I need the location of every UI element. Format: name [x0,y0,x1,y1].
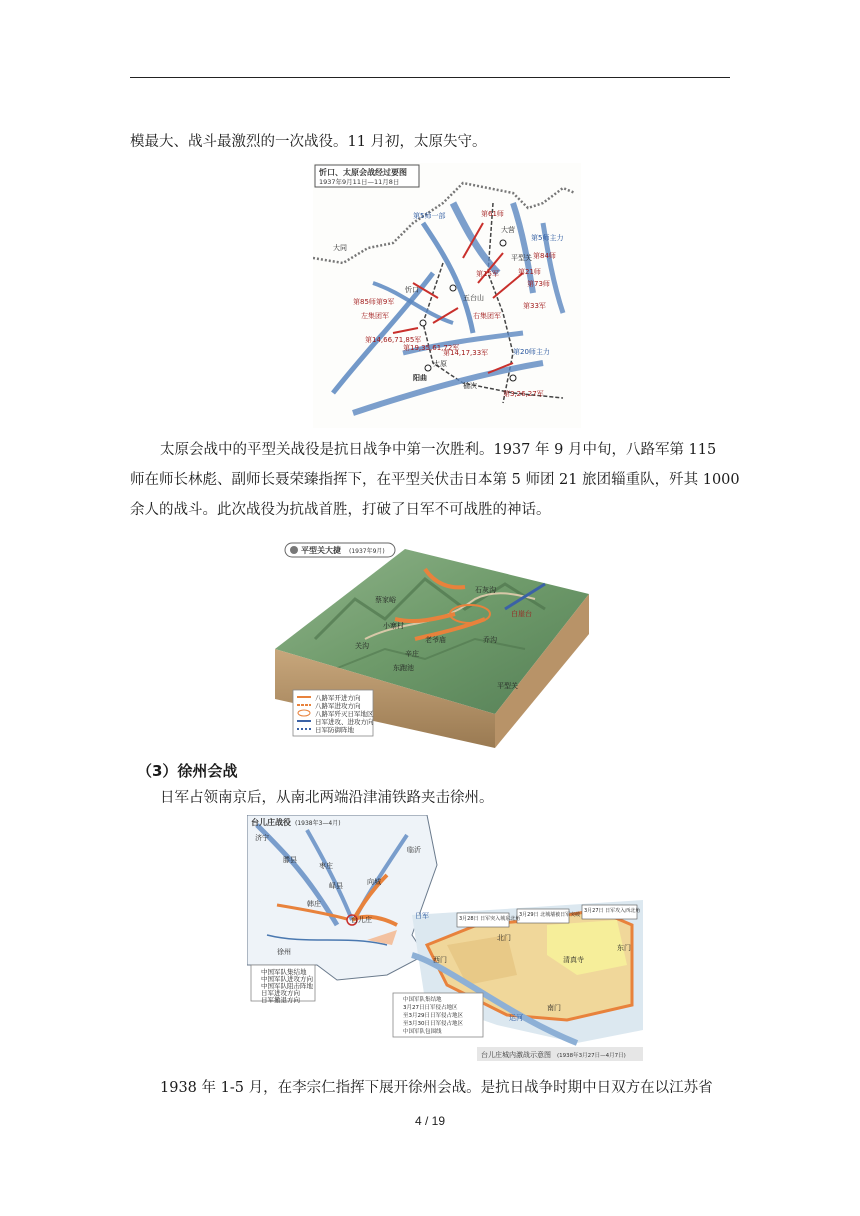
map-label: 五台山 [463,294,484,302]
map-label: 第61师 [481,210,504,218]
legend-item: 中国军队阻击阵地 [261,982,313,990]
legend-item: 日军进攻方向 [261,989,300,997]
taierzhuang-graphic [247,815,643,1065]
paragraph-line: 模最大、战斗最激烈的一次战役。11 月初，太原失守。 [130,134,487,150]
map-label: 徐州 [277,948,291,956]
figure-title: 台儿庄战役 [251,818,291,827]
paragraph-line: 日军占领南京后，从南北两端沿津浦铁路夹击徐州。 [160,790,494,806]
map-label: 第20师主力 [513,348,550,356]
callout: 3月27日 日军攻入西北角 [584,908,641,914]
map-label: 第5师主力 [531,234,564,242]
map-label: 大营 [501,226,515,234]
city-label: 西门 [433,956,447,964]
map-label: 左集团军 [361,312,389,320]
legend-item: 中国军队包围线 [403,1029,442,1035]
figure-title: 平型关大捷 [301,546,341,555]
map-label: 忻口 [405,286,419,294]
legend-item: 日军防御阵地 [315,726,354,734]
callout: 3月29日 北城墙被日军突破 [519,912,581,918]
legend-item: 中国军队进攻方向 [261,975,313,983]
city-label: 北门 [497,934,511,942]
map-label: 第3,26,27军 [503,390,544,398]
legend-item: 八路军开进方向 [315,694,361,702]
map-label: 第33军 [523,302,546,310]
map-label: 向城 [367,878,381,886]
map-label: 第21师 [518,268,541,276]
map-label: 峄县 [329,882,343,890]
map-label: 枣庄 [319,862,333,870]
figure-subtitle: (1938年3月27日—4月7日) [557,1053,626,1059]
figure-subtitle: (1937年9月) [349,548,385,555]
map-label: 第85师第9军 [353,298,395,306]
legend-item: 中国军队集结地 [261,968,307,976]
map-label: 右集团军 [473,312,501,320]
paragraph-line: 1938 年 1-5 月，在李宗仁指挥下展开徐州会战。是抗日战争时期中日双方在以江苏省 [160,1080,713,1096]
map-label: 平型关 [511,254,532,262]
map-label: 阳曲 [413,374,427,382]
terrain-label: 石灰沟 [475,586,496,594]
map-label: 第14,66,71,85军 [365,336,422,344]
legend-item: 日军进攻、进攻方向 [315,718,374,726]
legend-item: 日军撤退方向 [261,996,300,1004]
terrain-label: 关沟 [355,642,369,650]
legend-item: 3月27日日军侵占地区 [403,1005,458,1011]
callout: 3月28日 日军突入城东北角 [459,916,521,922]
paragraph-line: 余人的战斗。此次战役为抗战首胜，打破了日军不可战胜的神话。 [130,502,551,518]
figure-title: 忻口、太原会战经过要图 [319,168,407,177]
figure-pingxingguan-terrain [275,539,589,748]
terrain-label: 蔡家峪 [375,596,396,604]
terrain-label: 乔沟 [483,636,497,644]
city-label: 南门 [547,1004,561,1012]
legend-item: 八路军进攻方向 [315,702,361,710]
figure-title: 台儿庄城内激战示意图 [481,1051,551,1059]
city-label: 清真寺 [563,956,584,964]
city-label: 东门 [617,944,631,952]
legend-item: 至3月29日日军侵占地区 [403,1013,463,1019]
terrain-label: 老爷庙 [425,636,446,644]
figure-taiyuan-battle-map [313,163,581,428]
section-heading: （3）徐州会战 [137,762,238,780]
figure-taierzhuang [247,815,643,1065]
terrain-label: 平型关 [497,682,518,690]
terrain-label: 东跑池 [393,664,414,672]
city-label: 运河 [509,1014,523,1022]
map-label: 太原 [433,360,447,368]
legend-item: 至3月30日日军侵占地区 [403,1021,463,1027]
map-label: 台儿庄 [351,916,372,924]
map-label: 第73师 [527,280,550,288]
map-label: 第14,17,33军 [443,349,489,357]
map-label: 第19,35,61,72军 [403,344,460,352]
paragraph-line: 师在师长林彪、副师长聂荣臻指挥下，在平型关伏击日本第 5 师团 21 旅团辎重队，歼其 1000 [130,472,740,488]
figure-subtitle: (1938年3—4月) [295,820,341,827]
terrain-label: 小寨村 [383,622,404,630]
city-label: 日军 [415,912,429,920]
map-label: 第15军 [476,270,499,278]
legend-item: 八路军歼灭日军地区 [315,710,374,718]
map-label: 第5师一部 [413,212,446,220]
map-label: 榆次 [463,382,477,390]
terrain-label: 白崖台 [511,610,532,618]
map-label: 韩庄 [307,900,321,908]
page-number: 4 / 19 [414,1114,446,1128]
map-label: 大同 [333,244,347,252]
figure-subtitle: 1937年9月11日—11月8日 [319,178,400,186]
map-label: 临沂 [407,846,421,854]
header-rule [130,77,730,78]
map-label: 济宁 [255,834,269,842]
map-label: 滕县 [283,856,297,864]
terrain-label: 辛庄 [405,650,419,658]
paragraph-line: 太原会战中的平型关战役是抗日战争中第一次胜利。1937 年 9 月中旬，八路军第 115 [160,442,717,458]
legend-item: 中国军队集结地 [403,997,442,1003]
map-label: 第84师 [533,252,556,260]
